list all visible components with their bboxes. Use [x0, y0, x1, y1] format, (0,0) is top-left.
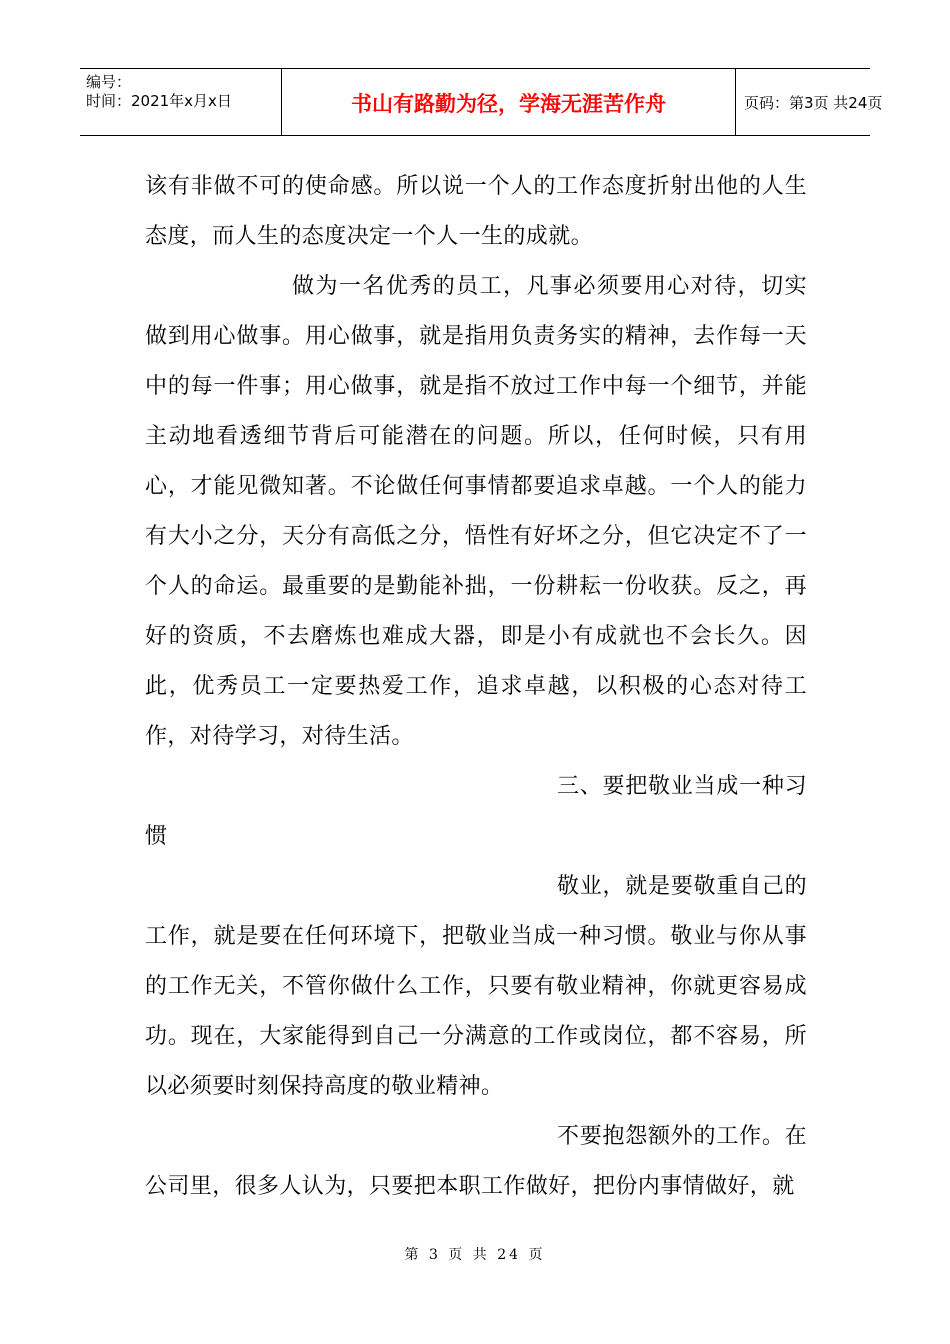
doc-time-label: 时间：2021年x月x日 — [86, 92, 232, 110]
paragraph: 敬业，就是要敬重自己的工作，就是要在任何环境下，把敬业当成一种习惯。敬业与你从事的工作无关，不管你做什么工作，只要有敬业精神，你就更容易成功。现在，大家能得到自己一分满意的工作或岗位，都不容易，所以必须要时刻保持高度的敬业精神。 — [145, 874, 807, 1099]
document-body — [145, 162, 807, 1212]
header-meta — [80, 69, 282, 135]
paragraph: 该有非做不可的使命感。所以说一个人的工作态度折射出他的人生态度，而人生的态度决定一个人一生的成就。 — [145, 174, 807, 249]
page-footer: 第 3 页 共 24 页 — [404, 1247, 546, 1263]
header-motto: 书山有路勤为径，学海无涯苦作舟 — [282, 69, 736, 135]
page-header — [80, 68, 883, 136]
header-page-number: 页码：第3页 共24页 — [744, 93, 883, 112]
section-heading: 三、要把敬业当成一种习惯 — [145, 774, 807, 849]
paragraph: 做为一名优秀的员工，凡事必须要用心对待，切实做到用心做事。用心做事，就是指用负责务实的精神，去作每一天中的每一件事；用心做事，就是指不放过工作中每一个细节，并能主动地看透细节背后可能潜在的问题。所以，任何时候，只有用心，才能见微知著。不论做任何事情都要追求卓越。一个人的能力有大小之分，天分有高低之分，悟性有好坏之分，但它决定不了一个人的命运。最重要的是勤能补拙，一份耕耘一份收获。反之，再好的资质，不去磨炼也难成大器，即是小有成就也不会长久。因此，优秀员工一定要热爱工作，追求卓越，以积极的心态对待工作，对待学习，对待生活。 — [145, 274, 807, 749]
doc-number-label: 编号： — [86, 73, 132, 91]
paragraph: 不要抱怨额外的工作。在公司里，很多人认为，只要把本职工作做好，把份内事情做好，就 — [145, 1124, 807, 1199]
